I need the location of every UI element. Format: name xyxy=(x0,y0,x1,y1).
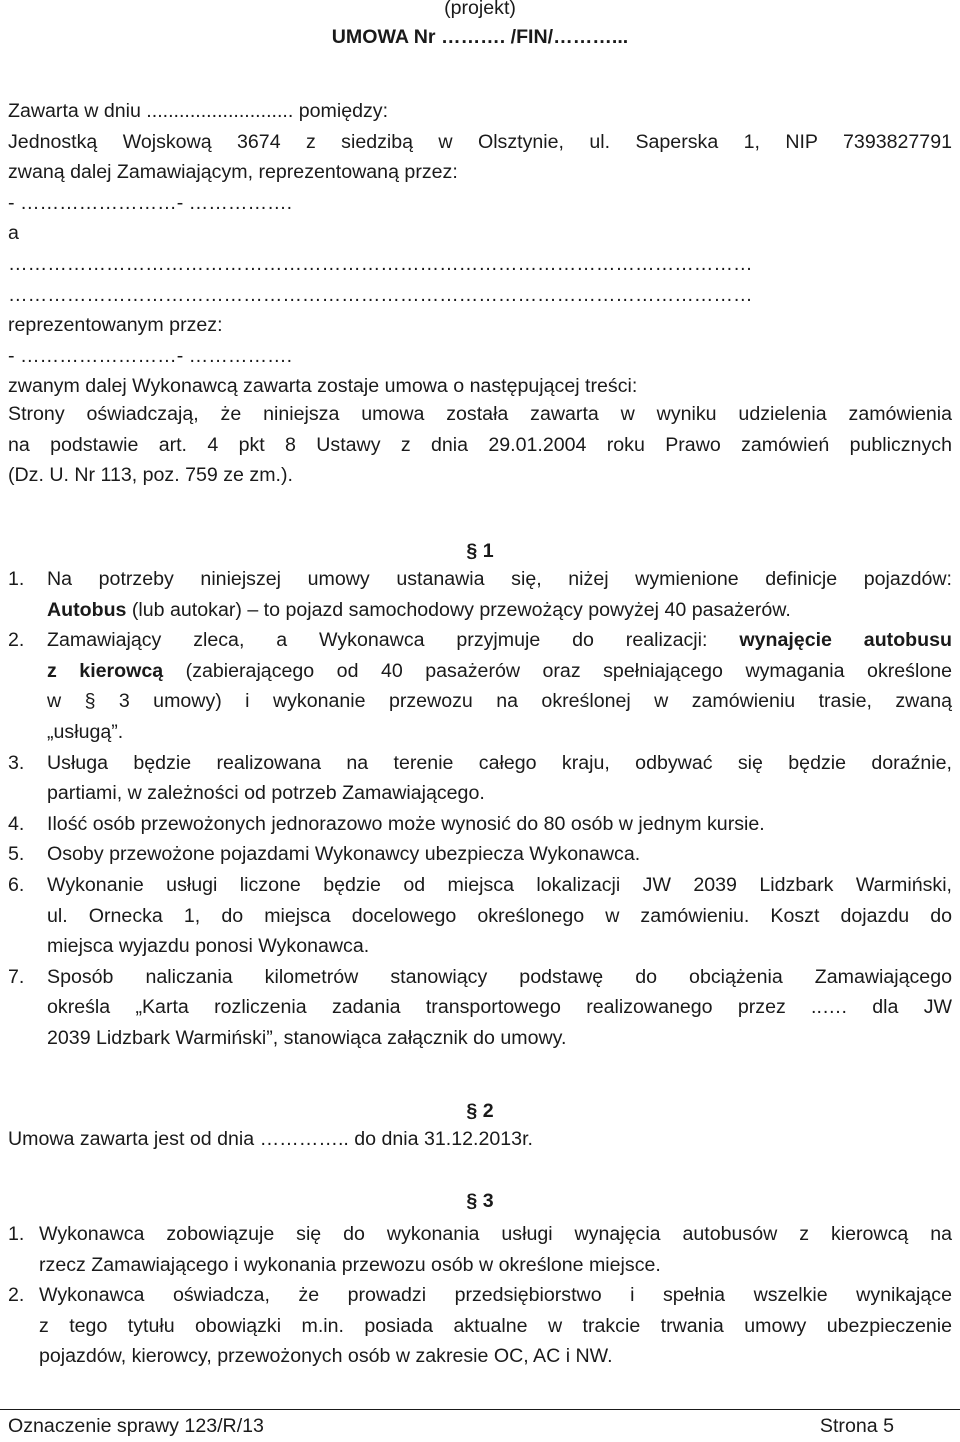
item-number: 3. xyxy=(8,751,25,774)
parties-block xyxy=(8,96,952,402)
bold-term: wynajęcie autobusu xyxy=(739,629,952,652)
contractor-dots-2: …………………………………………………………………………………………………… xyxy=(8,283,753,306)
projekt-label: (projekt) xyxy=(444,0,516,19)
list-item xyxy=(8,1280,952,1372)
ordering-party-line: Jednostką Wojskową 3674 z siedzibą w Olsztynie, ul. Saperska 1, NIP 7393827791 xyxy=(8,130,952,153)
list-item xyxy=(8,870,952,962)
intro-line: na podstawie art. 4 pkt 8 Ustawy z dnia 29.01.2004 roku Prawo zamówień publicznych xyxy=(8,433,952,456)
item-text: rzecz Zamawiającego i wykonania przewozu osób w określone miejsce. xyxy=(39,1253,661,1276)
item-text: (zabierającego od 40 pasażerów oraz spełniającego wymagania określone xyxy=(163,659,953,682)
item-text: (lub autokar) – to pojazd samochodowy przewożący powyżej 40 pasażerów. xyxy=(126,598,791,621)
item-number: 6. xyxy=(8,873,25,896)
contractor-dots-1: …………………………………………………………………………………………………… xyxy=(8,252,753,275)
contract-title: UMOWA Nr ………. /FIN/………... xyxy=(331,26,629,48)
list-item xyxy=(8,564,952,625)
intro-line: (Dz. U. Nr 113, poz. 759 ze zm.). xyxy=(8,464,293,487)
list-item xyxy=(8,1219,952,1280)
item-text: Wykonawca zobowiązuje się do wykonania usługi wynajęcia autobusów z kierowcą na xyxy=(39,1223,952,1245)
list-item xyxy=(8,625,952,747)
list-item xyxy=(8,748,952,809)
case-reference: Oznaczenie sprawy 123/R/13 xyxy=(8,1415,264,1437)
item-text: „usługą”. xyxy=(47,720,124,743)
section-2-text: Umowa zawarta jest od dnia ………….. do dnia 31.12.2013r. xyxy=(8,1128,533,1150)
page-footer xyxy=(0,1409,960,1440)
item-number: 1. xyxy=(8,568,25,590)
item-text: miejsca wyjazdu ponosi Wykonawca. xyxy=(47,935,370,958)
term-autobus: Autobus xyxy=(47,598,127,621)
list-item xyxy=(8,839,952,870)
item-text: Ilość osób przewożonych jednorazowo może wynosić do 80 osób w jednym kursie. xyxy=(47,812,765,835)
item-text: Na potrzeby niniejszej umowy ustanawia się, niżej wymienione definicje pojazdów: xyxy=(47,568,952,590)
item-text: ul. Ornecka 1, do miejsca docelowego określonego w zamówieniu. Koszt dojazdu do xyxy=(47,904,952,927)
date-line: Zawarta w dniu ........................... pomiędzy: xyxy=(8,100,389,122)
intro-line: Strony oświadczają, że niniejsza umowa została zawarta w wyniku udzielenia zamówienia xyxy=(8,403,952,425)
item-text: Osoby przewożone pojazdami Wykonawcy ubezpiecza Wykonawca. xyxy=(47,843,641,866)
item-text: z tego tytułu obowiązki m.in. posiada aktualne w trakcie trwania umowy ubezpieczenie xyxy=(39,1314,952,1337)
item-text: 2039 Lidzbark Warmiński”, stanowiąca załącznik do umowy. xyxy=(47,1026,567,1049)
contractor-definition: zwanym dalej Wykonawcą zawarta zostaje umowa o następującej treści: xyxy=(8,375,638,398)
item-number: 2. xyxy=(8,629,25,652)
item-text: Wykonawca oświadcza, że prowadzi przedsiębiorstwo i spełnia wszelkie wynikające xyxy=(39,1284,952,1307)
item-number: 4. xyxy=(8,812,25,835)
section-3-list xyxy=(8,1219,952,1372)
item-text: określa „Karta rozliczenia zadania transportowego realizowanego przez ..…. dla JW xyxy=(47,996,952,1019)
section-1-list xyxy=(8,564,952,1054)
item-number: 7. xyxy=(8,965,25,988)
section-2-heading: § 2 xyxy=(466,1100,494,1122)
section-1-heading: § 1 xyxy=(466,540,494,562)
item-text: w § 3 umowy) i wykonanie przewozu na określonej w zamówieniu trasie, zwaną xyxy=(47,690,952,713)
ordering-party-rep-line: zwaną dalej Zamawiającym, reprezentowaną przez: xyxy=(8,161,458,184)
intro-paragraph xyxy=(8,399,952,491)
bold-term: z kierowcą xyxy=(47,659,164,682)
section-3-heading: § 3 xyxy=(466,1190,494,1212)
conjunction-a: a xyxy=(8,222,19,245)
contractor-rep-line: reprezentowanym przez: xyxy=(8,314,223,337)
item-text: Usługa będzie realizowana na terenie całego kraju, odbywać się będzie doraźnie, xyxy=(47,751,952,774)
item-text: Zamawiający zleca, a Wykonawca przyjmuje do realizacji: xyxy=(47,629,740,652)
item-text: Sposób naliczania kilometrów stanowiący podstawę do obciążenia Zamawiającego xyxy=(47,965,952,988)
item-number: 1. xyxy=(8,1223,25,1245)
page-number: Strona 5 xyxy=(819,1415,894,1437)
list-item xyxy=(8,809,952,840)
list-item xyxy=(8,962,952,1054)
item-number: 2. xyxy=(8,1284,25,1307)
ordering-party-rep-names: - ……………………- ……………. xyxy=(8,191,293,214)
item-text: Wykonanie usługi liczone będzie od miejsca lokalizacji JW 2039 Lidzbark Warmiński, xyxy=(47,873,952,896)
contractor-rep-names: - ……………………- ……………. xyxy=(8,344,293,367)
item-number: 5. xyxy=(8,843,25,866)
item-text: partiami, w zależności od potrzeb Zamawiającego. xyxy=(47,782,485,805)
item-text: pojazdów, kierowcy, przewożonych osób w zakresie OC, AC i NW. xyxy=(39,1345,613,1368)
